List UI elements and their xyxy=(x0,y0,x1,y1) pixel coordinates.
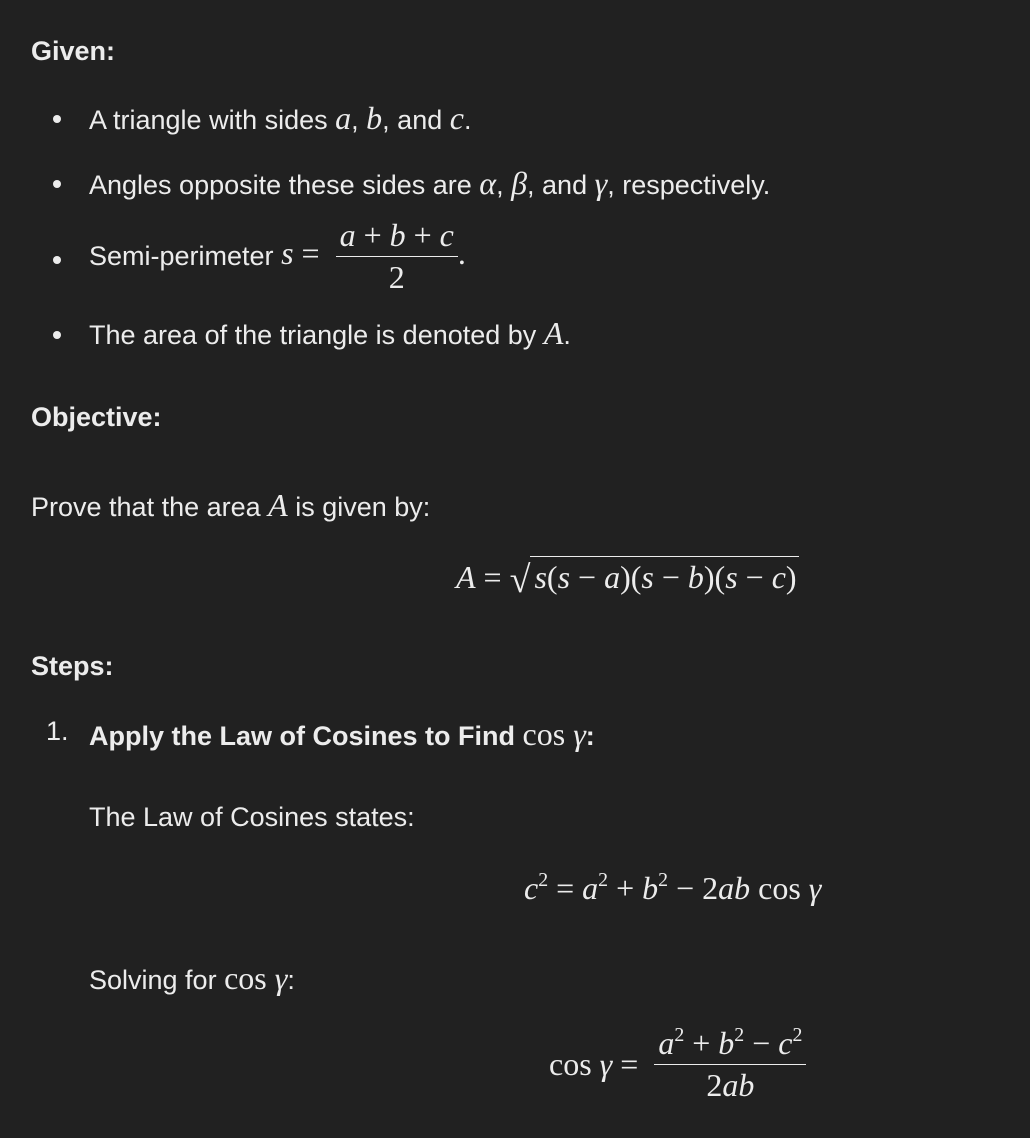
bullet-dot xyxy=(53,331,61,339)
cos-gamma-formula: cos γ = $\frac{a^2 + b^2 - c^2}{2ab}$ xyxy=(549,1026,806,1103)
bullet-dot xyxy=(53,115,61,123)
steps-heading: Steps: xyxy=(31,651,114,681)
given-item-angles: Angles opposite these sides are α, β, and γ, respectively. xyxy=(89,165,771,201)
given-item-semiperimeter: Semi-perimeter s = $\frac{a + b + c}{2}$ . xyxy=(89,217,466,296)
bullet-dot xyxy=(53,180,61,188)
step-1-title: Apply the Law of Cosines to Find cos γ: xyxy=(89,716,595,752)
law-of-cosines-formula: $c^2 = a^2 + b^2 - 2ab$ cos γ xyxy=(524,869,822,906)
given-item-area: The area of the triangle is denoted by A. xyxy=(89,315,571,351)
bullet-dot xyxy=(53,256,61,264)
semiperimeter-fraction: $\frac{a + b + c}{2}$ xyxy=(336,218,458,295)
step-1-number: 1. xyxy=(46,716,69,746)
objective-text: Prove that the area A is given by: xyxy=(31,487,431,523)
given-item-sides: A triangle with sides a, b, and c. xyxy=(89,100,472,136)
given-heading: Given: xyxy=(31,36,116,66)
herons-formula: A = √ s(s − a)(s − b)(s − c) xyxy=(456,556,799,602)
solving-text: Solving for cos γ: xyxy=(89,960,295,996)
cos-gamma-fraction: $\frac{a^2 + b^2 - c^2}{2ab}$ xyxy=(654,1026,806,1103)
objective-heading: Objective: xyxy=(31,402,162,432)
law-of-cosines-text: The Law of Cosines states: xyxy=(89,802,415,832)
